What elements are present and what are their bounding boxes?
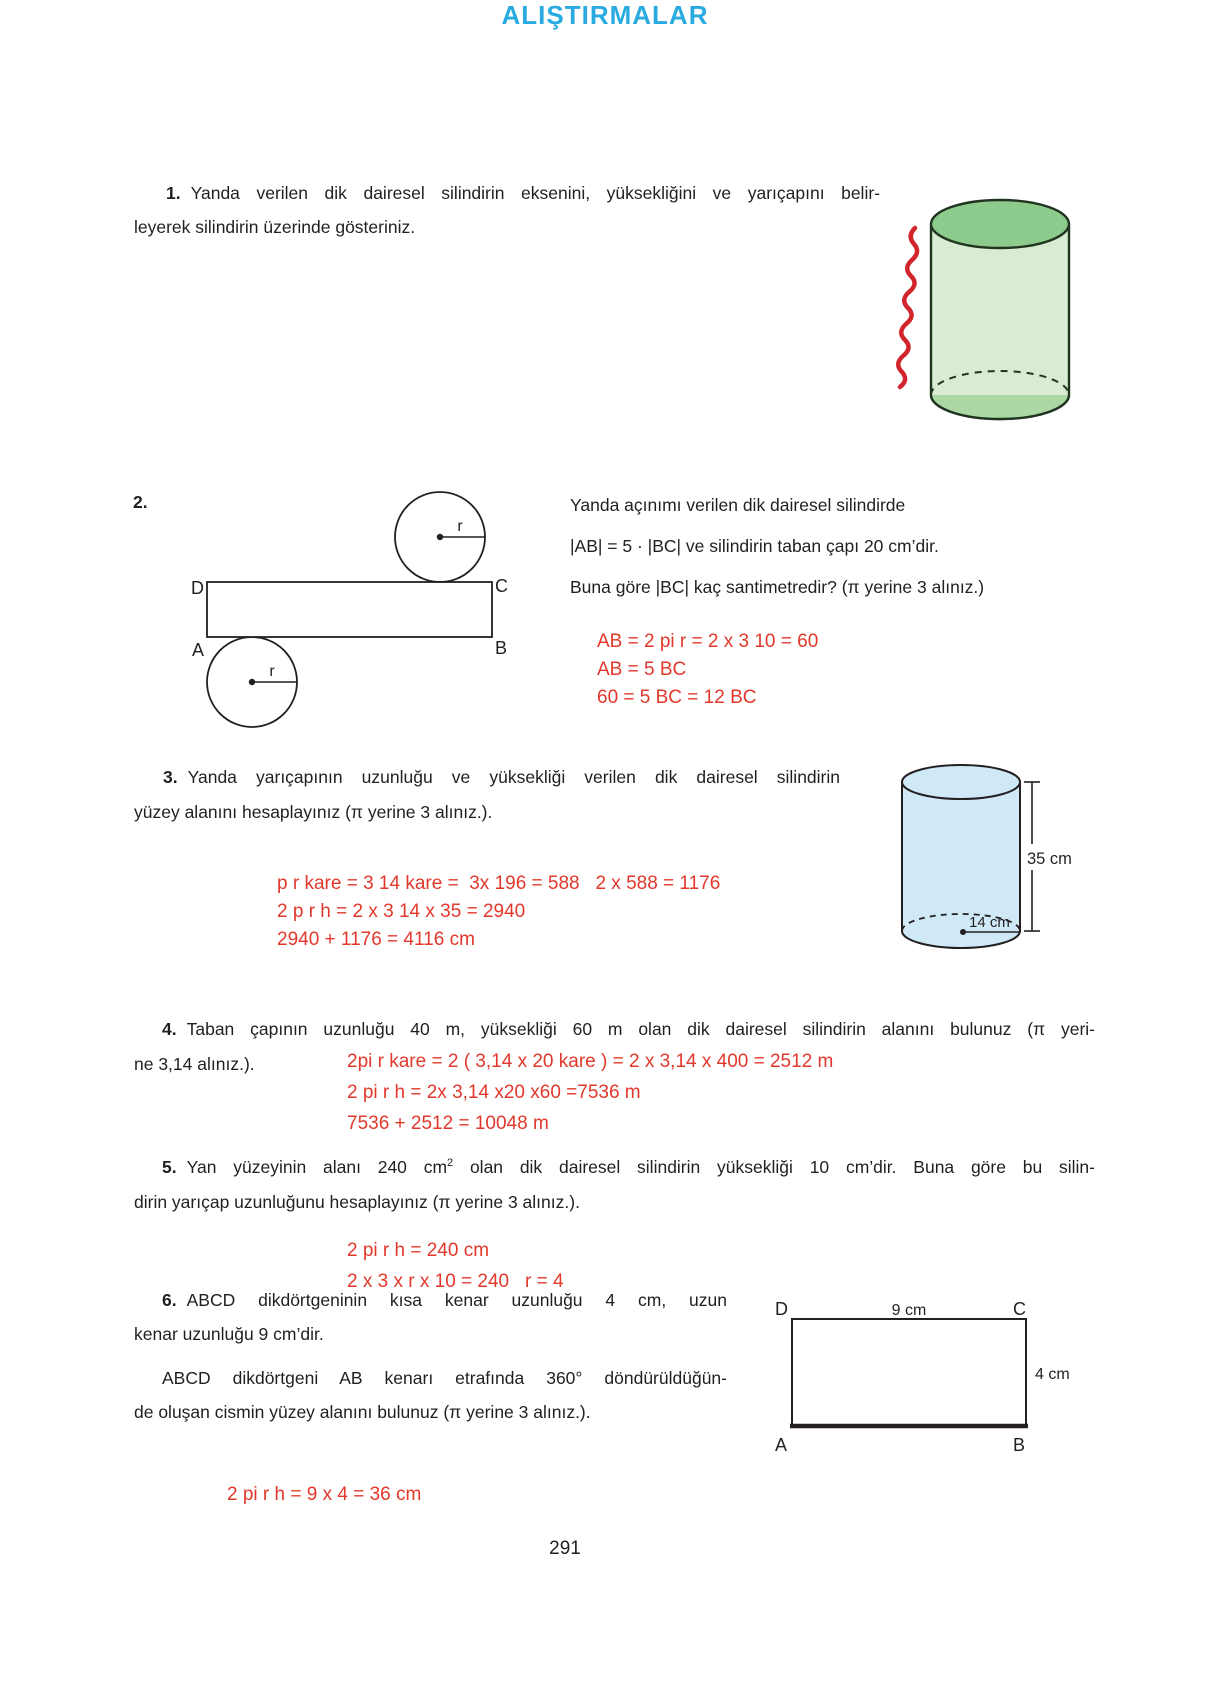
exercise-1-number: 1. — [166, 183, 181, 203]
exercise-6-line-4: de oluşan cismin yüzey alanını bulunuz (π yerine 3 alınız.). — [134, 1402, 591, 1422]
net-bottom-radius-label: r — [269, 663, 275, 680]
exercise-4-work-line-2: 2 pi r h = 2x 3,14 x20 x60 =7536 m — [347, 1082, 641, 1103]
exercise-4-line-2: ne 3,14 alınız.). — [134, 1054, 255, 1074]
net-rectangle — [207, 582, 492, 637]
right-side-length-label: 4 cm — [1035, 1366, 1070, 1383]
exercise-6-line-2: kenar uzunluğu 9 cm’dir. — [134, 1324, 324, 1344]
exercise-2-number: 2. — [133, 492, 148, 512]
net-corner-c-label: C — [495, 576, 508, 596]
exercise-6-rectangle-figure — [765, 1285, 1085, 1460]
net-corner-a-label: A — [191, 640, 204, 660]
exercise-1-line-2: leyerek silindirin üzerinde gösteriniz. — [134, 217, 416, 237]
exercise-1-green-cylinder-figure — [893, 190, 1118, 435]
exercise-2-work-line-3: 60 = 5 BC = 12 BC — [597, 687, 757, 708]
cylinder-top-ellipse — [902, 765, 1020, 799]
exercise-3-work-line-3: 2940 + 1176 = 4116 cm — [277, 929, 475, 950]
exercise-5-line-1 — [162, 1154, 1095, 1180]
corner-d-label: D — [775, 1299, 788, 1319]
corner-b-label: B — [1013, 1435, 1026, 1455]
rectangle-abcd — [792, 1319, 1026, 1426]
exercise-3-work-line-1: p r kare = 3 14 kare = 3x 196 = 588 2 x 588 = 1176 — [277, 873, 721, 894]
exercise-3-work-line-2: 2 p r h = 2 x 3 14 x 35 = 2940 — [277, 901, 526, 922]
exercise-2-work-line-2: AB = 5 BC — [597, 659, 687, 680]
net-top-radius-label: r — [457, 518, 463, 535]
corner-a-label: A — [775, 1435, 788, 1455]
exercise-5-text-1b: olan dik dairesel silindirin yüksekliği 10 cm’dir. Buna göre bu silin- — [453, 1157, 1095, 1177]
exercise-5-line-2: dirin yarıçap uzunluğunu hesaplayınız (π yerine 3 alınız.). — [134, 1192, 580, 1212]
exercise-5-work-line-1: 2 pi r h = 240 cm — [347, 1240, 490, 1261]
exercise-1-text-1: Yanda verilen dik dairesel silindirin eksenini, yüksekliğini ve yarıçapını belir- — [190, 183, 880, 203]
exercise-5-text-1a: Yan yüzeyinin alanı 240 cm — [186, 1157, 448, 1177]
red-squiggle-annotation — [898, 228, 917, 387]
exercise-2-statement-3: Buna göre |BC| kaç santimetredir? (π yerine 3 alınız.) — [570, 577, 985, 597]
exercise-2-statement-2: |AB| = 5 · |BC| ve silindirin taban çapı 20 cm’dir. — [570, 536, 939, 556]
net-corner-b-label: B — [495, 638, 508, 658]
exercise-3-text-1: Yanda yarıçapının uzunluğu ve yüksekliği verilen dik dairesel silindirin — [187, 767, 840, 787]
exercise-6-line-1 — [162, 1287, 727, 1313]
cylinder-top-ellipse — [931, 200, 1069, 248]
page-number: 291 — [549, 1538, 581, 1559]
page-title: ALIŞTIRMALAR — [501, 0, 709, 30]
top-side-length-label: 9 cm — [891, 1302, 927, 1319]
exercise-6-line-3: ABCD dikdörtgeni AB kenarı etrafında 360° döndürüldüğün- — [162, 1368, 727, 1388]
exercise-3-line-1 — [163, 764, 840, 790]
exercise-4-work-line-3: 7536 + 2512 = 10048 m — [347, 1113, 549, 1134]
cylinder-bottom-face — [931, 395, 1069, 419]
exercise-3-number: 3. — [163, 767, 178, 787]
exercise-2-cylinder-net-figure — [170, 480, 515, 735]
exercise-1-line-1 — [166, 180, 880, 206]
exercise-4-line-1 — [162, 1016, 1095, 1042]
net-corner-d-label: D — [191, 578, 204, 598]
exercise-4-work-line-1: 2pi r kare = 2 ( 3,14 x 20 kare ) = 2 x 3,14 x 400 = 2512 m — [347, 1051, 834, 1072]
exercise-2-work-line-1: AB = 2 pi r = 2 x 3 10 = 60 — [597, 631, 819, 652]
corner-c-label: C — [1013, 1299, 1026, 1319]
height-label: 35 cm — [1027, 850, 1072, 868]
exercise-5-work-line-2: 2 x 3 x r x 10 = 240 r = 4 — [347, 1271, 564, 1292]
exercise-3-line-2: yüzey alanını hesaplayınız (π yerine 3 alınız.). — [134, 802, 493, 822]
exercise-6-number: 6. — [162, 1290, 177, 1310]
exercise-4-text-1: Taban çapının uzunluğu 40 m, yüksekliği 60 m olan dik dairesel silindirin alanını bulunuz (π yeri- — [186, 1019, 1095, 1039]
exercise-4-number: 4. — [162, 1019, 177, 1039]
exercise-6-work-line-1: 2 pi r h = 9 x 4 = 36 cm — [227, 1484, 422, 1505]
base-radius-label: 14 cm — [969, 914, 1010, 931]
exercise-6-text-1: ABCD dikdörtgeninin kısa kenar uzunluğu 4 cm, uzun — [186, 1290, 727, 1310]
squared-superscript: 2 — [447, 1157, 454, 1170]
exercise-2-statement-1: Yanda açınımı verilen dik dairesel silindirde — [570, 495, 906, 515]
cylinder-body — [931, 224, 1069, 419]
exercise-3-blue-cylinder-figure — [895, 756, 1115, 971]
exercise-5-number: 5. — [162, 1157, 177, 1177]
